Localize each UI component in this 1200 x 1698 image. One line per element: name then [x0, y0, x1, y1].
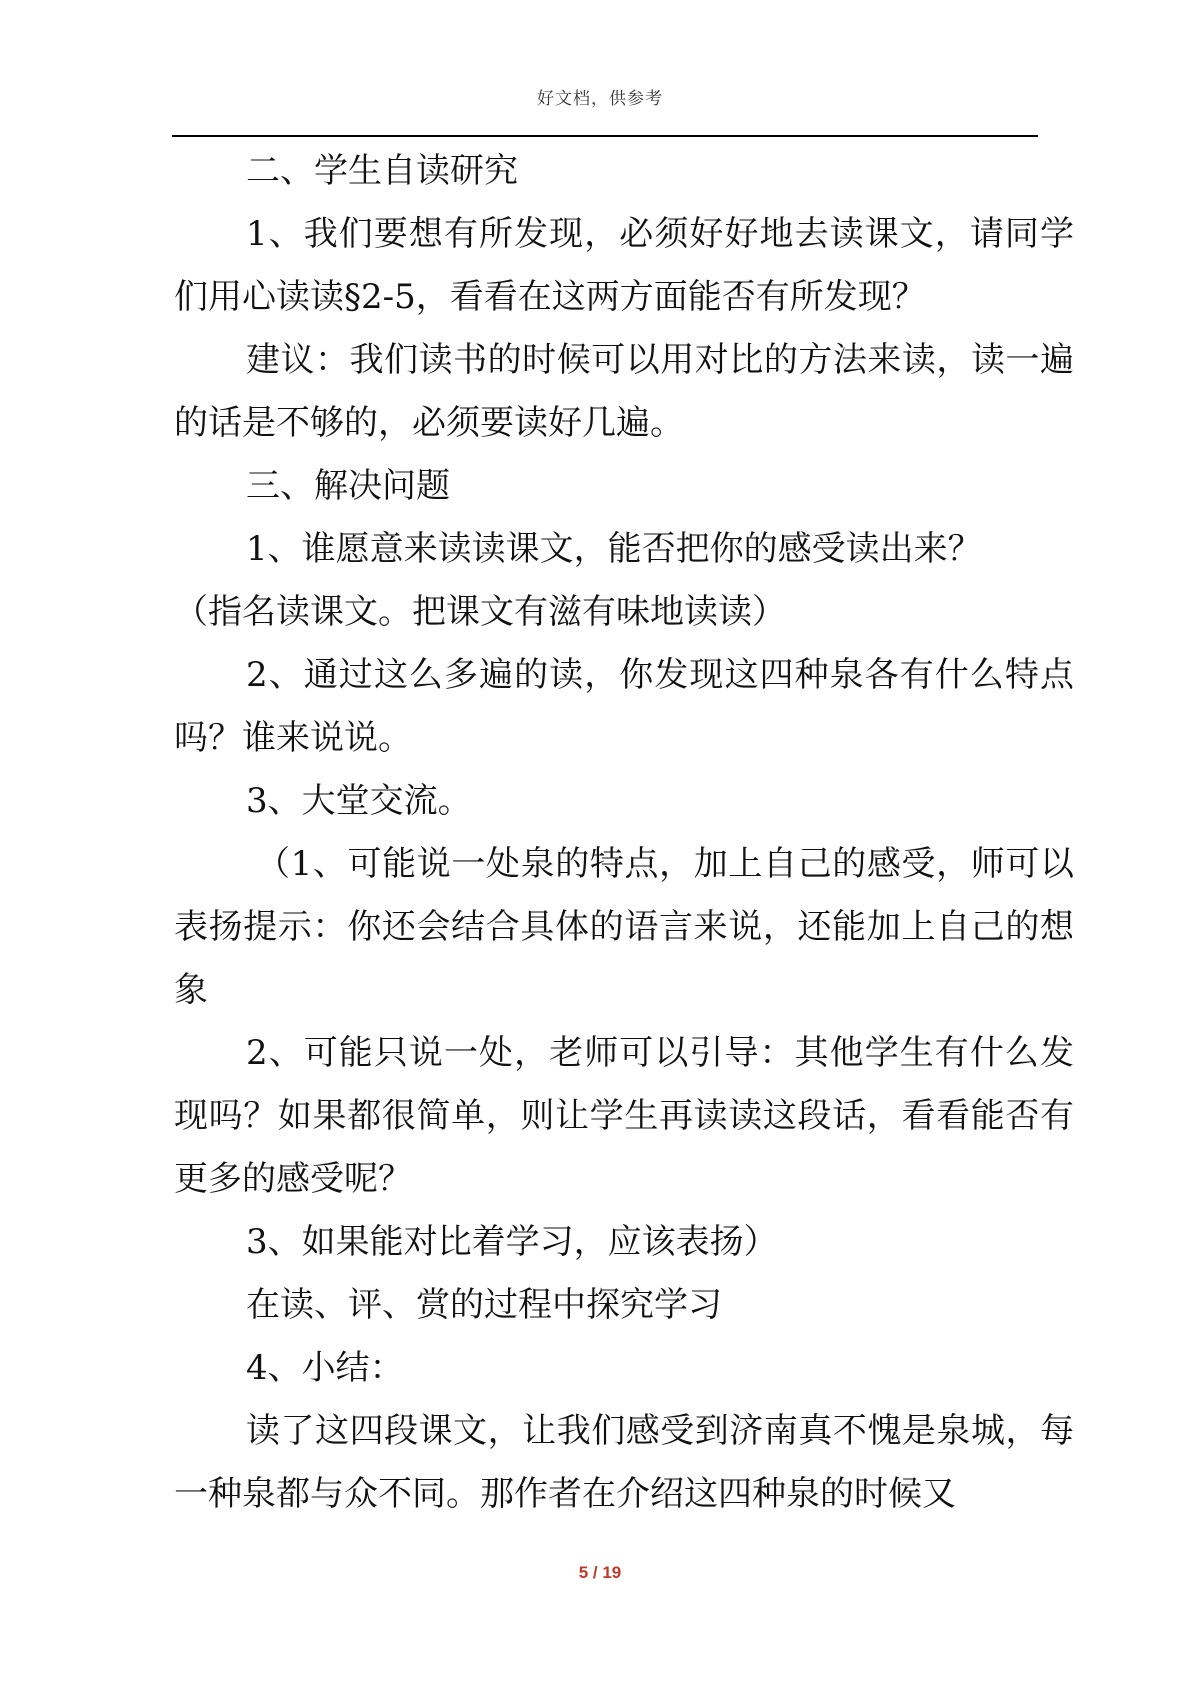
paragraph: 3、如果能对比着学习，应该表扬）	[246, 1222, 778, 1262]
paragraph: （指名读课文。把课文有滋有味地读读）	[174, 592, 786, 632]
paragraph: 建议：我们读书的时候可以用对比的方法来读，读一遍的话是不够的，必须要读好几遍。	[174, 340, 1074, 443]
paragraph: 2、通过这么多遍的读，你发现这四种泉各有什么特点吗？谁来说说。	[174, 655, 1074, 758]
page-number: 5 / 19	[578, 1563, 622, 1582]
header-divider	[172, 135, 1038, 137]
paragraph: 2、可能只说一处，老师可以引导：其他学生有什么发现吗？如果都很简单，则让学生再读读这段话，看看能否有更多的感受呢？	[174, 1033, 1074, 1199]
paragraph: 在读、评、赏的过程中探究学习	[246, 1285, 722, 1325]
paragraph: 3、大堂交流。	[246, 781, 472, 821]
paragraph: 1、我们要想有所发现，必须好好地去读课文，请同学们用心读读§2-5，看看在这两方面能否有所发现？	[174, 214, 1074, 317]
paragraph: （1、可能说一处泉的特点，加上自己的感受，师可以表扬提示：你还会结合具体的语言来说，还能加上自己的想象	[174, 844, 1074, 1010]
section-heading: 三、解决问题	[246, 466, 450, 506]
section-heading: 二、学生自读研究	[246, 151, 518, 191]
paragraph: 1、谁愿意来读读课文，能否把你的感受读出来？	[246, 529, 982, 569]
paragraph: 读了这四段课文，让我们感受到济南真不愧是泉城，每一种泉都与众不同。那作者在介绍这四种泉的时候又	[174, 1411, 1074, 1514]
document-body	[174, 140, 1074, 1526]
page-header: 好文档，供参考	[537, 89, 663, 109]
paragraph: 4、小结：	[246, 1348, 404, 1388]
